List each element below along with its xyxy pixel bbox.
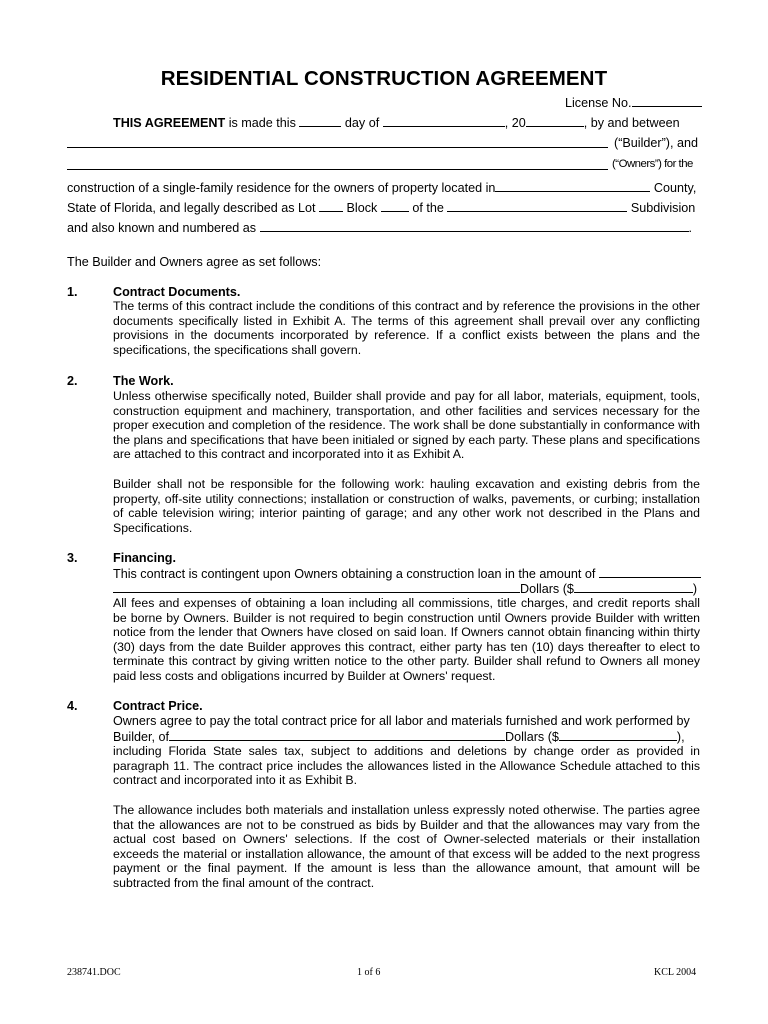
loan-figure-blank[interactable] — [574, 581, 693, 593]
loan-amount-line — [113, 566, 701, 582]
by-and-between-text: , by and between — [583, 116, 680, 130]
year-prefix-text: , 20 — [504, 116, 526, 130]
document-title: RESIDENTIAL CONSTRUCTION AGREEMENT — [160, 67, 608, 90]
footer-doc-id: 238741.DOC — [67, 967, 121, 978]
construction-text: construction of a single-family residence for the owners of property located in — [67, 181, 496, 195]
license-label: License No. — [565, 96, 632, 110]
builder-name-blank[interactable] — [67, 147, 608, 148]
year-blank[interactable] — [526, 115, 584, 127]
license-number-blank[interactable] — [632, 95, 702, 107]
subdivision-text: Subdivision — [630, 201, 696, 215]
section-paragraph: Builder shall not be responsible for the following work: hauling excavation and existing debris from the property, off-site utility connections; installation or construction of walks, pavements, or curbing; installation of cable television wiring; interior painting of garage; and any other work not described in the Plans and Specifications. — [113, 477, 700, 535]
of-the-text: of the — [412, 201, 444, 215]
footer-page-number: 1 of 6 — [357, 967, 381, 978]
dollars-text: Dollars ($ — [505, 730, 559, 744]
section-paragraph: The allowance includes both materials and installation unless expressly noted otherwise. The parties agree that the allowances are not to be construed as bids by Builder and that the allowances may vary from the actual cost based on Owners' selections. If the cost of Owner-selected materials or their installation exceeds the material or installation allowance, the amount of that excess will be added to the next progress payment or the final payment. If the amount is less than the allowance amount, that amount will be subtracted from the final amount of the contract. — [113, 803, 700, 890]
loan-words-blank[interactable] — [113, 581, 520, 593]
lot-blank[interactable] — [319, 200, 343, 212]
close-paren-text: ) — [692, 582, 698, 596]
address-blank[interactable] — [260, 220, 689, 232]
legal-description-line — [67, 200, 695, 216]
dollars-text: Dollars ($ — [520, 582, 574, 596]
section-number: 1. — [67, 285, 78, 299]
footer-code: KCL 2004 — [654, 967, 697, 978]
block-text: Block — [346, 201, 378, 215]
day-blank[interactable] — [299, 115, 341, 127]
loan-dollars-line — [113, 581, 697, 597]
price-figure-blank[interactable] — [559, 729, 677, 741]
known-as-text: and also known and numbered as — [67, 221, 257, 235]
section-paragraph: including Florida State sales tax, subject to additions and deletions by change order as provided in paragraph 11. The contract price includes the allowances listed in the Allowance Schedule attached to this contract and incorporated into it as Exhibit B. — [113, 744, 700, 788]
agree-intro-text: The Builder and Owners agree as set follows: — [67, 255, 322, 269]
section-heading: The Work. — [113, 374, 174, 388]
builder-tag: (“Builder”), and — [614, 136, 698, 150]
month-blank[interactable] — [383, 115, 505, 127]
owners-name-blank[interactable] — [67, 169, 608, 170]
section-heading: Contract Documents. — [113, 285, 241, 299]
loan-amount-blank[interactable] — [599, 566, 701, 578]
section-number: 4. — [67, 699, 78, 713]
period-text: . — [688, 221, 693, 235]
agreement-bold-label: THIS AGREEMENT — [113, 116, 226, 130]
section-paragraph: The terms of this contract include the conditions of this contract and by reference the provisions in the other documents specifically listed in Exhibit A. The terms of this agreement shall prevail over any conflicting provisions in the documents incorporated by reference. If a conflict exists between the plans and the specifications, the specifications shall govern. — [113, 299, 700, 357]
price-amount-line — [113, 729, 685, 745]
county-blank[interactable] — [495, 180, 650, 192]
close-paren-text: ), — [676, 730, 685, 744]
section-number: 3. — [67, 551, 78, 565]
loan-text: This contract is contingent upon Owners obtaining a construction loan in the amount of — [113, 567, 596, 581]
section-heading: Contract Price. — [113, 699, 203, 713]
section-paragraph: Unless otherwise specifically noted, Builder shall provide and pay for all labor, materials, equipment, tools, construction equipment and machinery, transportation, and other facilities and services necessary for the proper execution and completion of the residence. The work shall be done substantially in conformance with the plans and specifications that have been initialed or signed by each party. These plans and specifications are attached to this contract and incorporated into it as Exhibit A. — [113, 389, 700, 462]
section-heading: Financing. — [113, 551, 176, 565]
builder-of-text: Builder, of — [113, 730, 170, 744]
state-text: State of Florida, and legally described as Lot — [67, 201, 316, 215]
section-paragraph: All fees and expenses of obtaining a loan including all commissions, title charges, and credit reports shall be borne by Owners. Builder is not required to begin construction until Owners provide Builder with written notice from the lender that Owners have closed on said loan. If Owners cannot obtain financing within thirty (30) days from the date Builder approves this contract, either party has ten (10) days thereafter to elect to terminate this contract by giving written notice to the other party. Builder shall refund to Owners all money paid less costs and obligations incurred by Builder at Owners' request. — [113, 596, 700, 683]
county-text: County, — [653, 181, 697, 195]
address-line — [67, 220, 692, 236]
section-number: 2. — [67, 374, 78, 388]
owners-tag: (“Owners”) for the — [612, 158, 693, 170]
day-of-text: day of — [344, 116, 380, 130]
subdivision-blank[interactable] — [447, 200, 627, 212]
price-words-blank[interactable] — [169, 729, 505, 741]
construction-line — [67, 180, 696, 196]
license-line — [565, 95, 702, 111]
made-this-text: is made this — [228, 116, 296, 130]
agreement-date-line — [113, 115, 680, 131]
price-line: Owners agree to pay the total contract price for all labor and materials furnished and work performed by — [113, 714, 690, 728]
block-blank[interactable] — [381, 200, 409, 212]
